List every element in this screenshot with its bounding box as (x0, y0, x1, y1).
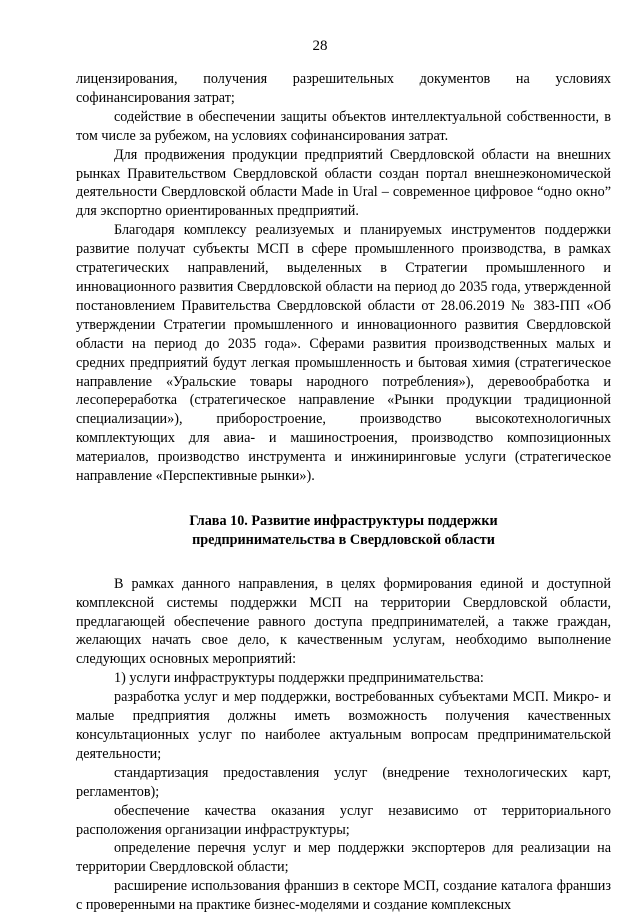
list-item: обеспечение качества оказания услуг независимо от территориального расположения организации инфраструктуры; (76, 802, 611, 838)
paragraph: В рамках данного направления, в целях формирования единой и доступной комплексной системы поддержки МСП на территории Свердловской области, предлагающей обеспечение равного доступа предпринимателей, а также граждан, желающих начать свое дело, к качественным услугам, необходимо выполнение следующих основных мероприятий: (76, 575, 611, 668)
paragraph: Для продвижения продукции предприятий Свердловской области на внешних рынках Правительством Свердловской области создан портал внешнеэкономической деятельности Свердловской области Made in Ural – современное цифровое “одно окно” для экспортно ориентированных предприятий. (76, 146, 611, 220)
chapter-title-line-2: предпринимательства в Свердловской области (192, 531, 495, 548)
list-item: разработка услуг и мер поддержки, востребованных субъектами МСП. Микро- и малые предприятия должны иметь возможность получения качественных консультационных услуг по наиболее актуальным вопросам предпринимательской деятельности; (76, 689, 611, 762)
list-item: стандартизация предоставления услуг (внедрение технологических карт, регламентов); (76, 764, 611, 800)
paragraph: Благодаря комплексу реализуемых и планируемых инструментов поддержки развитие получат субъекты МСП в сфере промышленного производства, в рамках стратегических направлений, выделенных в Стратегии промышленного и инновационного развития Свердловской области на период до 2035 года, утвержденной постановлением Правительства Свердловской области от 28.06.2019 № 383-ПП «Об утверждении Стратегии промышленного и инновационного развития Свердловской области на период до 2035 года». Сферами развития производственных малых и средних предприятий будут легкая промышленность и бытовая химия (стратегическое направление «Уральские товары народного потребления»), деревообработка и лесопереработка (стратегическое направление «Рынки продукции традиционной специализации»), приборостроение, производство высокотехнологичных комплектующих для авиа- и машиностроения, производство композиционных материалов, производство инструмента и инжиниринговые услуги (стратегическое направление «Перспективные рынки»). (76, 222, 611, 485)
list-item: 1) услуги инфраструктуры поддержки предпринимательства: (114, 670, 484, 687)
page-content (76, 70, 611, 915)
paragraph: лицензирования, получения разрешительных документов на условиях софинансирования затрат; (76, 71, 611, 106)
chapter-heading (76, 512, 611, 550)
paragraph: содействие в обеспечении защиты объектов интеллектуальной собственности, в том числе за рубежом, на условиях софинансирования затрат. (76, 108, 611, 144)
list-item: определение перечня услуг и мер поддержки экспортеров для реализации на территории Свердловской области; (76, 840, 611, 876)
chapter-title-line-1: Глава 10. Развитие инфраструктуры поддержки (189, 512, 498, 529)
list-item: расширение использования франшиз в секторе МСП, создание каталога франшиз с проверенными на практике бизнес-моделями и создание комплексных (76, 878, 611, 914)
page-number: 28 (312, 38, 328, 54)
